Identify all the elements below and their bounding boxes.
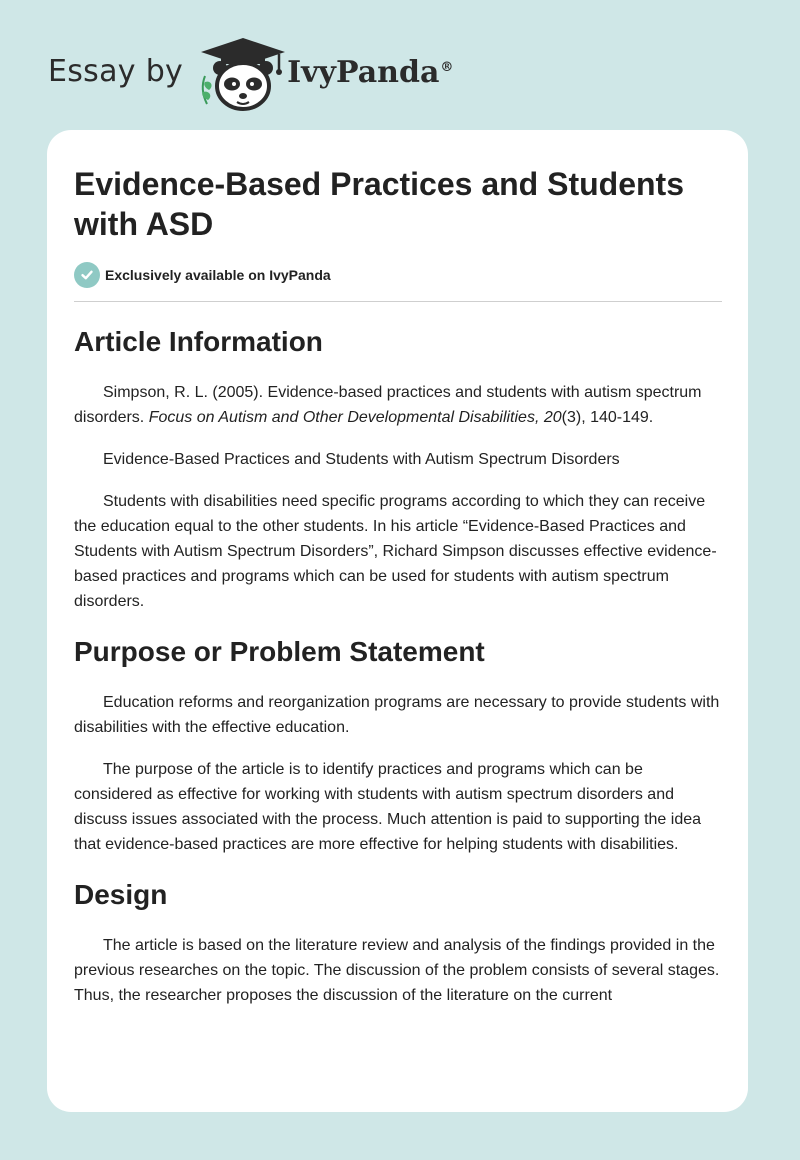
divider bbox=[74, 301, 722, 302]
badge-text: Exclusively available on IvyPanda bbox=[105, 267, 331, 283]
paragraph: The article is based on the literature review and analysis of the findings provided in the previous researches on the topic. The discussion of the problem consists of several stages. Thus, the researcher proposes the discussion of the literature on the current bbox=[74, 937, 720, 1004]
essay-card bbox=[47, 130, 748, 1112]
section-heading-purpose: Purpose or Problem Statement bbox=[74, 636, 485, 667]
section-heading-article-information: Article Information bbox=[74, 326, 323, 357]
paragraph: Evidence-Based Practices and Students with Autism Spectrum Disorders bbox=[103, 451, 620, 468]
journal-title: Focus on Autism and Other Developmental Disabilities, 20 bbox=[148, 409, 562, 426]
paragraph: Students with disabilities need specific programs according to which they can receive the education equal to the other students. In his article “Evidence-Based Practices and Students with Autism Spectrum Disorders”, Richard Simpson discusses effective evidence-based practices and programs which can be used for students with autism spectrum disorders. bbox=[74, 493, 717, 610]
brand-prefix: Essay by bbox=[48, 53, 184, 89]
brand-name: IvyPanda® bbox=[287, 54, 454, 90]
site-brand[interactable] bbox=[48, 34, 453, 114]
essay-title: Evidence-Based Practices and Students with ASD bbox=[74, 166, 684, 242]
check-icon bbox=[74, 262, 100, 288]
panda-logo-icon bbox=[197, 36, 289, 112]
section-heading-design: Design bbox=[74, 879, 168, 910]
brand-registered-mark: ® bbox=[440, 59, 454, 75]
paragraph: Education reforms and reorganization programs are necessary to provide students with disabilities with the effective education. bbox=[74, 694, 720, 736]
exclusive-badge bbox=[74, 262, 722, 288]
citation-paragraph: Simpson, R. L. (2005). Evidence-based practices and students with autism spectrum disorders. Focus on Autism and Other Developmental Disabilities, 20(3), 140-149. bbox=[74, 384, 702, 426]
paragraph: The purpose of the article is to identify practices and programs which can be considered as effective for working with students with autism spectrum disorders and discuss issues associated with the process. Much attention is paid to supporting the idea that evidence-based practices are more effective for helping students with disabilities. bbox=[74, 761, 702, 853]
